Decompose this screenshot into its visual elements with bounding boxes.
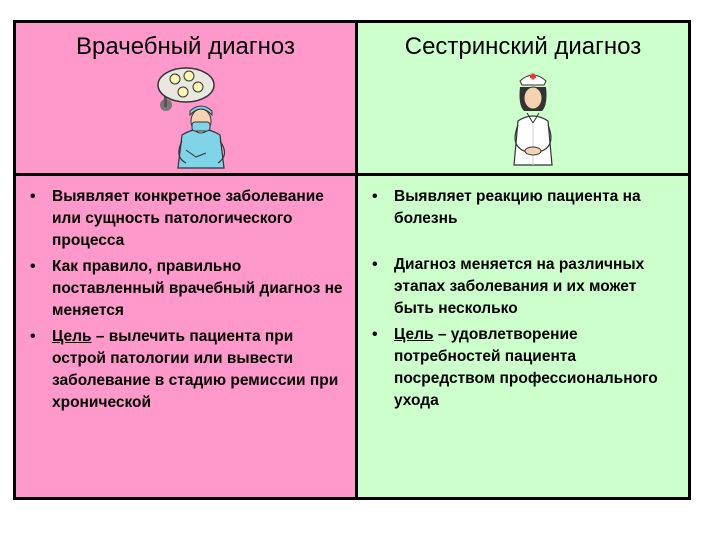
comparison-table bbox=[13, 20, 691, 500]
list-item: • Выявляет реакцию пациента на болезнь bbox=[372, 188, 641, 227]
body-cell-doctor bbox=[16, 176, 355, 497]
list-item: • Выявляет конкретное заболевание или сущность патологического процесса bbox=[30, 188, 324, 249]
list-item: • Цель – вылечить пациента при острой патологии или вывести заболевание в стадию ремиссии при хронической bbox=[30, 328, 339, 411]
header-cell-doctor bbox=[16, 23, 355, 173]
row-divider bbox=[16, 173, 688, 176]
header-cell-nurse bbox=[358, 23, 688, 173]
nurse-icon bbox=[498, 65, 568, 175]
header-nurse-diagnosis: Сестринский диагноз bbox=[404, 33, 642, 60]
header-doctor-diagnosis: Врачебный диагноз bbox=[76, 33, 295, 60]
list-item: • Цель – удовлетворение потребностей пациента посредством профессионального ухода bbox=[372, 326, 658, 409]
doctor-bullet-list bbox=[30, 186, 347, 418]
body-cell-nurse bbox=[358, 176, 688, 497]
list-item: • Диагноз меняется на различных этапах заболевания и их может быть несколько bbox=[372, 256, 645, 317]
list-item: • Как правило, правильно поставленный врачебный диагноз не меняется bbox=[30, 258, 343, 319]
surgeon-icon bbox=[156, 65, 246, 175]
nurse-bullet-list bbox=[372, 186, 680, 416]
column-divider bbox=[355, 23, 358, 497]
